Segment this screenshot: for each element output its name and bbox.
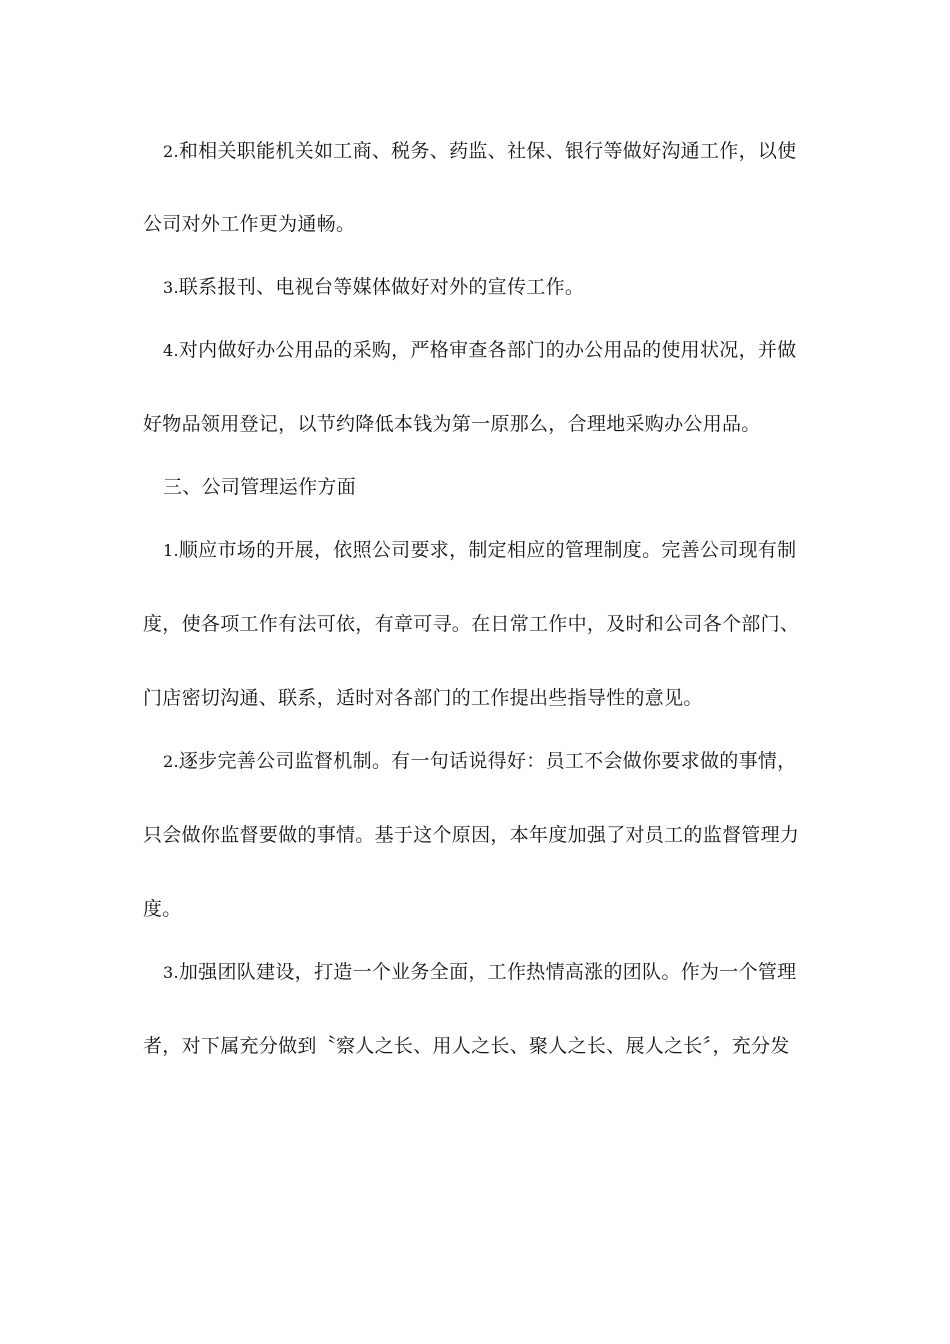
paragraph-text: 和相关职能机关如工商、税务、药监、社保、银行等做好沟通工作，以使: [178, 140, 797, 162]
paragraph-text: 度。: [143, 898, 182, 920]
item-2b-line-1: [163, 749, 843, 774]
paragraph-text: 度，使各项工作有法可依，有章可寻。在日常工作中，及时和公司各个部门、: [143, 613, 800, 635]
paragraph-text: 门店密切沟通、联系，适时对各部门的工作提出些指导性的意见。: [143, 687, 703, 709]
item-number: 4.: [163, 341, 179, 360]
item-number: 2.: [163, 752, 179, 771]
paragraph-text: 顺应市场的开展，依照公司要求，制定相应的管理制度。完善公司现有制: [178, 539, 797, 561]
item-1-line-3: [143, 686, 823, 710]
item-1-line-1: [163, 538, 843, 563]
item-4-line-1: [163, 338, 843, 363]
paragraph-text: 公司对外工作更为通畅。: [143, 213, 356, 235]
item-3-line-1: [163, 275, 843, 300]
item-3b-line-2: [143, 1034, 823, 1058]
section-heading: [163, 475, 843, 499]
item-4-line-2: [143, 412, 823, 436]
paragraph-text: 加强团队建设，打造一个业务全面，工作热情高涨的团队。作为一个管理: [178, 961, 797, 983]
item-number: 3.: [163, 278, 179, 297]
item-number: 2.: [163, 142, 179, 161]
paragraph-text: 好物品领用登记，以节约降低本钱为第一原那么，合理地采购办公用品。: [143, 413, 761, 435]
item-2-line-2: [143, 212, 823, 236]
item-1-line-2: [143, 612, 823, 636]
section-heading-text: 三、公司管理运作方面: [163, 476, 357, 498]
paragraph-text: 只会做你监督要做的事情。基于这个原因，本年度加强了对员工的监督管理力: [143, 824, 800, 846]
item-number: 1.: [163, 541, 179, 560]
item-3b-line-1: [163, 960, 843, 985]
item-2b-line-3: [143, 897, 823, 921]
paragraph-text: 对内做好办公用品的采购，严格审查各部门的办公用品的使用状况，并做: [178, 339, 797, 361]
paragraph-text: 联系报刊、电视台等媒体做好对外的宣传工作。: [178, 276, 585, 298]
item-2b-line-2: [143, 823, 823, 847]
item-2-line-1: [163, 139, 843, 164]
item-number: 3.: [163, 963, 179, 982]
paragraph-text: 者，对下属充分做到〝察人之长、用人之长、聚人之长、展人之长〞，充分发: [143, 1035, 790, 1057]
paragraph-text: 逐步完善公司监督机制。有一句话说得好：员工不会做你要求做的事情，: [178, 750, 797, 772]
